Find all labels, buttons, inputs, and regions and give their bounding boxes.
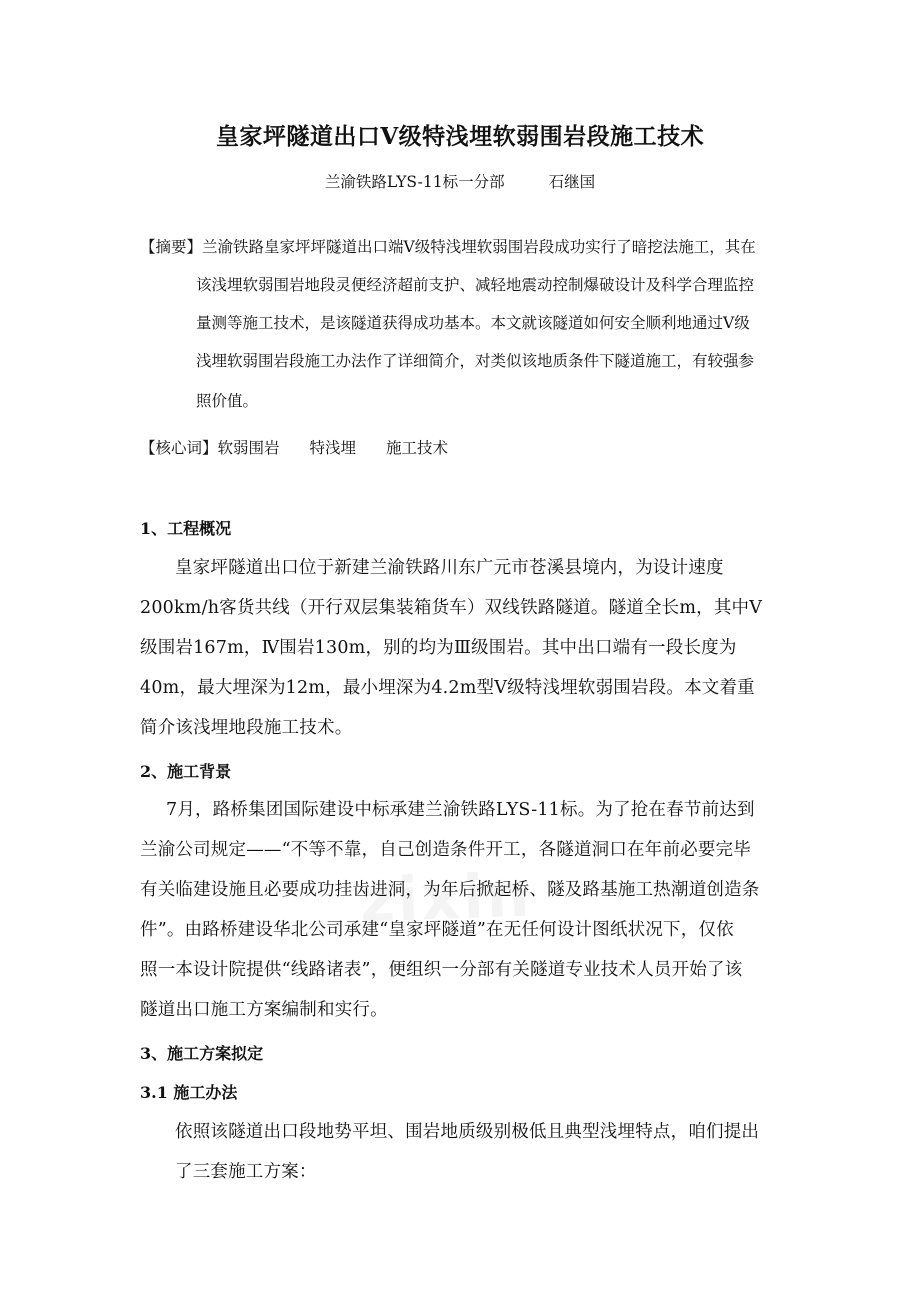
subsection-heading: 3.1 施工办法 [140, 1083, 238, 1102]
section-heading: 3、施工方案拟定 [140, 1044, 264, 1063]
abstract-line: 【摘要】兰渝铁路皇家坪坪隧道出口端Ⅴ级特浅埋软弱围岩段成功实行了暗挖法施工，其在 [140, 238, 756, 256]
body-line: 照一本设计院提供“线路诸表”，便组织一分部有关隧道专业技术人员开始了该 [140, 960, 743, 980]
body-line: 依照该隧道出口段地势平坦、围岩地质级别极低且典型浅埋特点，咱们提出 [175, 1122, 760, 1142]
keywords [140, 436, 448, 458]
body-line: 皇家坪隧道出口位于新建兰渝铁路川东广元市苍溪县境内，为设计速度 [175, 558, 724, 578]
section-heading: 2、施工背景 [140, 762, 232, 781]
body-line: 兰渝公司规定——“不等不靠，自己创造条件开工，各隧道洞口在年前必要完毕 [140, 840, 751, 860]
body-line: 200km/h客货共线（开行双层集装箱货车）双线铁路隧道。隧道全长m，其中Ⅴ [140, 598, 763, 618]
keyword: 软弱围岩 [217, 439, 280, 457]
body-line: 40m，最大埋深为12m，最小埋深为4.2m型Ⅴ级特浅埋软弱围岩段。本文着重 [140, 678, 755, 698]
body-line: 7月，路桥集团国际建设中标承建兰渝铁路LYS-11标。为了抢在春节前达到 [166, 800, 755, 820]
document-title: 皇家坪隧道出口Ⅴ级特浅埋软弱围岩段施工技术 [215, 123, 705, 150]
body-line: 隧道出口施工方案编制和实行。 [140, 1000, 388, 1020]
abstract-line: 照价值。 [196, 392, 259, 410]
body-line: 件”。由路桥建设华北公司承建“皇家坪隧道”在无任何设计图纸状况下，仅依 [140, 920, 734, 940]
author-affiliation: 兰渝铁路LYS-11标一分部 [324, 173, 505, 191]
abstract-line: 量测等施工技术，是该隧道获得成功基本。本文就该隧道如何安全顺利地通过Ⅴ级 [196, 314, 750, 332]
body-line: 简介该浅埋地段施工技术。 [140, 718, 353, 738]
author-name: 石继国 [548, 173, 596, 191]
body-line: 了三套施工方案： [175, 1162, 317, 1182]
keywords-label: 【核心词】 [140, 439, 218, 457]
abstract-line: 该浅埋软弱围岩地段灵便经济超前支护、减轻地震动控制爆破设计及科学合理监控 [196, 276, 755, 294]
abstract-line: 浅埋软弱围岩段施工办法作了详细简介，对类似该地质条件下隧道施工，有较强参 [196, 352, 755, 370]
body-line: 级围岩167m，Ⅳ围岩130m，别的均为Ⅲ级围岩。其中出口端有一段长度为 [140, 638, 737, 658]
body-line: 有关临建设施且必要成功挂齿进洞，为年后掀起桥、隧及路基施工热潮道创造条 [140, 880, 760, 900]
watermark [359, 857, 622, 946]
keyword: 特浅埋 [309, 439, 357, 457]
byline [0, 170, 920, 192]
keyword: 施工技术 [386, 439, 449, 457]
section-heading: 1、工程概况 [140, 519, 232, 538]
